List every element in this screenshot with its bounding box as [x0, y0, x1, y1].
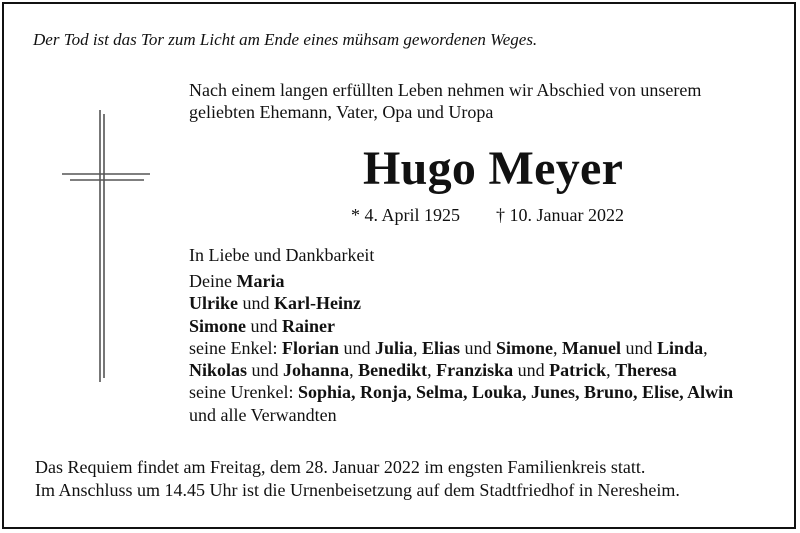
intro-line: Nach einem langen erfüllten Leben nehmen wir Abschied von unserem: [189, 80, 702, 100]
funeral-notice: [35, 456, 680, 502]
family-line-relatives: und alle Verwandten: [189, 404, 337, 425]
wife-name: Maria: [236, 271, 285, 291]
intro-text: [189, 79, 701, 123]
death-date: † 10. Januar 2022: [496, 205, 624, 225]
notice-line: Im Anschluss um 14.45 Uhr ist die Urnenbeisetzung auf dem Stadtfriedhof in Neresheim.: [35, 480, 680, 500]
intro-line: geliebten Ehemann, Vater, Opa und Uropa: [189, 102, 494, 122]
life-dates: [351, 204, 624, 226]
family-line-grandchildren-cont: Nikolas und Johanna, Benedikt, Franziska und Patrick, Theresa: [189, 360, 677, 381]
family-list: [189, 270, 733, 426]
motto: Der Tod ist das Tor zum Licht am Ende eines mühsam gewordenen Weges.: [33, 30, 538, 49]
cross-icon: [60, 110, 152, 382]
deceased-name: Hugo Meyer: [363, 142, 624, 195]
thanks-line: In Liebe und Dankbarkeit: [189, 245, 375, 265]
family-line-grandchildren: seine Enkel: Florian und Julia, Elias und Simone, Manuel und Linda,: [189, 337, 708, 358]
notice-line: Das Requiem findet am Freitag, dem 28. Januar 2022 im engsten Familienkreis statt.: [35, 457, 646, 477]
birth-date: * 4. April 1925: [351, 205, 461, 225]
family-line-wife: Deine Maria: [189, 271, 285, 291]
family-line-great-grandchildren: seine Urenkel: Sophia, Ronja, Selma, Louka, Junes, Bruno, Elise, Alwin: [189, 382, 734, 403]
family-line-child: Ulrike und Karl-Heinz: [189, 293, 361, 314]
family-line-child: Simone und Rainer: [189, 315, 336, 336]
